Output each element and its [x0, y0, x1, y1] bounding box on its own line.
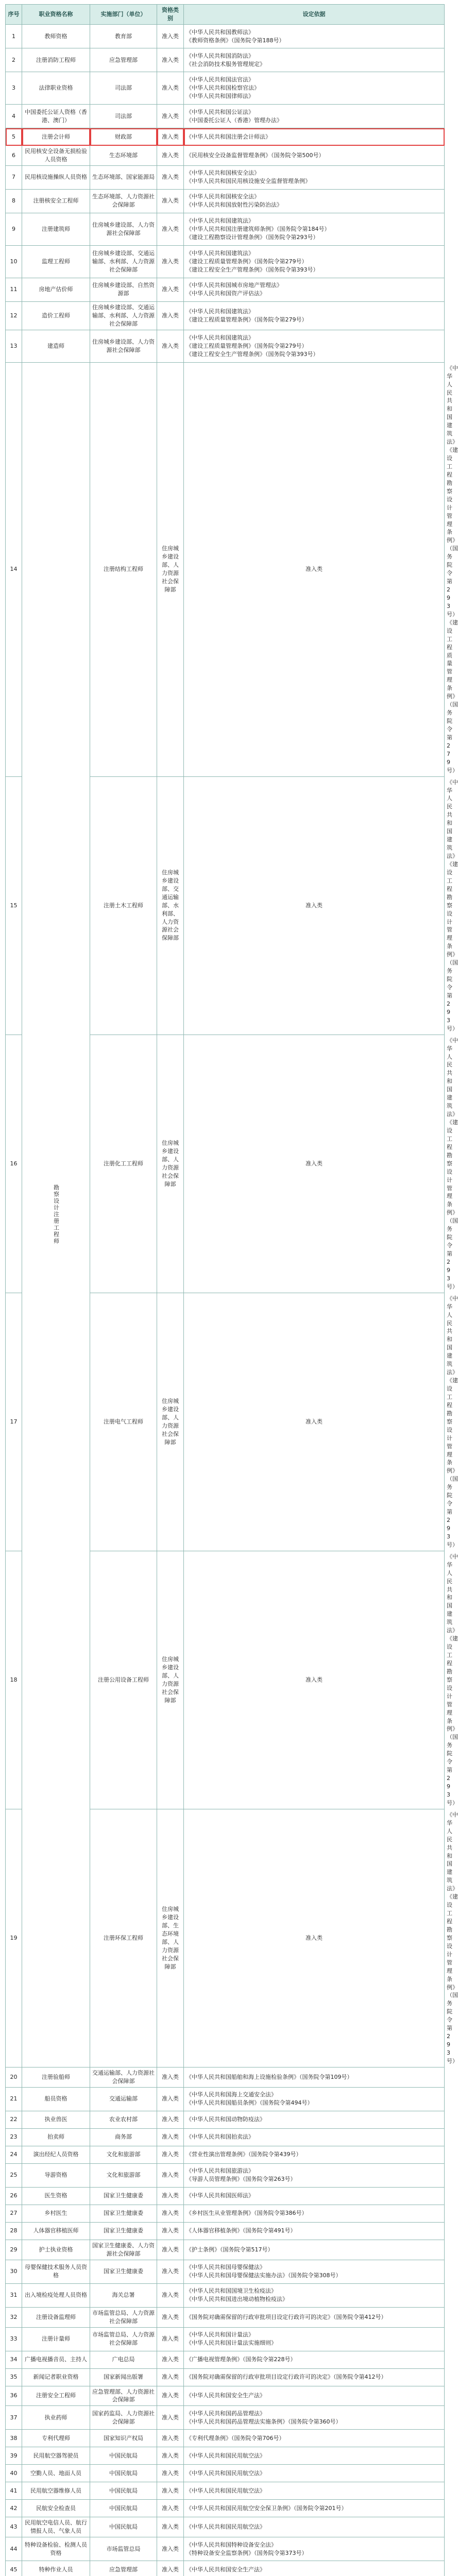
row-number: 7	[6, 165, 22, 189]
implementing-dept: 国家卫生健康委	[90, 2222, 157, 2240]
legal-basis: 《中华人民共和国民用航空法》	[184, 2465, 445, 2482]
qualification-name: 建造师	[22, 330, 90, 362]
row-number: 42	[6, 2500, 22, 2517]
qualification-name: 注册验船师	[22, 2067, 90, 2087]
legal-basis: 《中华人民共和国民用航空法》	[184, 2482, 445, 2500]
legal-basis: 《护士条例》（国务院令第517号）	[184, 2240, 445, 2260]
qualification-class: 准入类	[157, 25, 184, 48]
implementing-dept: 应急管理部	[90, 48, 157, 72]
table-row	[6, 146, 445, 166]
qualification-name: 注册环保工程师	[90, 1809, 157, 2067]
qualification-name: 监理工程师	[22, 245, 90, 278]
legal-basis: 《中华人民共和国动物防疫法》	[184, 2111, 445, 2128]
qualification-class: 准入类	[157, 2260, 184, 2283]
table-row	[6, 2430, 445, 2447]
qualification-name: 民用核安全设备无损检验人员资格	[22, 146, 90, 166]
qualification-class: 准入类	[157, 2111, 184, 2128]
row-number: 9	[6, 213, 22, 245]
table-row	[6, 2537, 445, 2561]
row-number: 37	[6, 2406, 22, 2430]
implementing-dept: 海关总署	[90, 2283, 157, 2307]
header-basis: 设定依据	[184, 5, 445, 25]
qualification-name: 母婴保健技术服务人员资格	[22, 2260, 90, 2283]
table-row	[6, 2307, 445, 2327]
row-number: 21	[6, 2087, 22, 2111]
row-number: 10	[6, 245, 22, 278]
qualification-class: 准入类	[157, 2163, 184, 2187]
implementing-dept: 住房城乡建设部、人力资源社会保障部	[157, 1035, 184, 1293]
row-number: 43	[6, 2517, 22, 2537]
row-number: 44	[6, 2537, 22, 2561]
qualification-class: 准入类	[157, 2386, 184, 2406]
table-row	[6, 278, 445, 301]
implementing-dept: 国家知识产权局	[90, 2430, 157, 2447]
legal-basis: 《中华人民共和国药品管理法》 《中华人民共和国药品管理法实施条例》（国务院令第360号）	[184, 2406, 445, 2430]
row-number: 33	[6, 2327, 22, 2351]
table-row	[6, 2517, 445, 2537]
qualification-name: 专利代理师	[22, 2430, 90, 2447]
table-row	[6, 2351, 445, 2368]
row-number: 13	[6, 330, 22, 362]
table-row	[6, 2406, 445, 2430]
implementing-dept: 文化和旅游部	[90, 2146, 157, 2163]
table-row: 17 注册电气工程师 住房城乡建设部、人力资源社会保障部 准入类 《中华人民共和国建筑法》 《建设工程勘察设计管理条例》（国务院令第293号）	[6, 1293, 445, 1551]
table-row	[6, 301, 445, 330]
legal-basis: 《中华人民共和国教师法》 《教师资格条例》（国务院令第188号）	[184, 25, 445, 48]
qualification-class: 准入类	[184, 1551, 445, 1809]
qualification-name: 广播电视播音员、主持人	[22, 2351, 90, 2368]
table-row	[6, 330, 445, 362]
legal-basis: 《中华人民共和国民用航空法》	[184, 2447, 445, 2465]
row-number: 29	[6, 2240, 22, 2260]
qualification-class: 准入类	[157, 278, 184, 301]
qualification-name: 特种设备检验、检测人员资格	[22, 2537, 90, 2561]
qualification-class: 准入类	[157, 2327, 184, 2351]
legal-basis: 《中华人民共和国船舶和海上设施检验条例》（国务院令第109号）	[184, 2067, 445, 2087]
qualification-name: 法律职业资格	[22, 72, 90, 105]
implementing-dept: 住房城乡建设部、人力资源社会保障部	[157, 362, 184, 776]
implementing-dept: 国家卫生健康委	[90, 2187, 157, 2205]
table-header-row	[6, 5, 445, 25]
implementing-dept: 交通运输部	[90, 2087, 157, 2111]
implementing-dept: 中国民航局	[90, 2482, 157, 2500]
qualification-name: 民航安全检查员	[22, 2500, 90, 2517]
legal-basis: 《中华人民共和国消防法》 《社会消防技术服务管理规定》	[184, 48, 445, 72]
table-row	[6, 2205, 445, 2222]
qualification-name: 船员资格	[22, 2087, 90, 2111]
implementing-dept: 住房城乡建设部、人力资源社会保障部	[90, 330, 157, 362]
row-number: 3	[6, 72, 22, 105]
implementing-dept: 农业农村部	[90, 2111, 157, 2128]
implementing-dept: 住房城乡建设部、交通运输部、水利部、人力资源社会保障部	[90, 245, 157, 278]
implementing-dept: 交通运输部、人力资源社会保障部	[90, 2067, 157, 2087]
qualification-class: 准入类	[157, 128, 184, 146]
table-row: 19 注册环保工程师 住房城乡建设部、生态环境部、人力资源社会保障部 准入类 《中华人民共和国建筑法》 《建设工程勘察设计管理条例》（国务院令第293号）	[6, 1809, 445, 2067]
legal-basis: 《中华人民共和国核安全法》 《中华人民共和国民用核设施安全监督管理条例》	[184, 165, 445, 189]
legal-basis: 《中华人民共和国法官法》 《中华人民共和国检察官法》 《中华人民共和国律师法》	[184, 72, 445, 105]
table-row: 14 勘察设计注册工程师 注册结构工程师 住房城乡建设部、人力资源社会保障部 准入类 《中华人民共和国建筑法》 《建设工程勘察设计管理条例》（国务院令第293号） 《建设工程质量管理条例》（国务院令第279号）	[6, 362, 445, 776]
legal-basis: 《中华人民共和国医师法》	[184, 2187, 445, 2205]
qualification-name: 演出经纪人员资格	[22, 2146, 90, 2163]
implementing-dept: 生态环境部	[90, 146, 157, 166]
qualification-table	[5, 4, 458, 2576]
qualification-class: 准入类	[184, 1809, 445, 2067]
row-number: 27	[6, 2205, 22, 2222]
legal-basis: 《中华人民共和国计量法》 《中华人民共和国计量法实施细则》	[184, 2327, 445, 2351]
legal-basis: 《国务院对确需保留的行政审批项目设定行政许可的决定》（国务院令第412号）	[184, 2368, 445, 2386]
implementing-dept: 商务部	[90, 2128, 157, 2146]
table-row	[6, 128, 445, 146]
implementing-dept: 中国民航局	[90, 2465, 157, 2482]
implementing-dept: 中国民航局	[90, 2500, 157, 2517]
table-row	[6, 2163, 445, 2187]
legal-basis: 《中华人民共和国公证法》 《中国委托公证人（香港）管理办法》	[184, 105, 445, 128]
qualification-class: 准入类	[157, 72, 184, 105]
qualification-class: 准入类	[157, 2517, 184, 2537]
qualification-name: 注册建筑师	[22, 213, 90, 245]
row-number: 1	[6, 25, 22, 48]
qualification-name: 注册土木工程师	[90, 776, 157, 1035]
table-row	[6, 2067, 445, 2087]
qualification-name: 新闻记者职业资格	[22, 2368, 90, 2386]
row-number: 36	[6, 2386, 22, 2406]
table-row: 16 注册化工工程师 住房城乡建设部、人力资源社会保障部 准入类 《中华人民共和国建筑法》 《建设工程勘察设计管理条例》（国务院令第293号）	[6, 1035, 445, 1293]
table-row	[6, 105, 445, 128]
table-row	[6, 2146, 445, 2163]
qualification-name: 注册核安全工程师	[22, 189, 90, 213]
implementing-dept: 住房城乡建设部、交通运输部、水利部、人力资源社会保障部	[157, 776, 184, 1035]
table-row	[6, 2465, 445, 2482]
row-number: 41	[6, 2482, 22, 2500]
row-number: 31	[6, 2283, 22, 2307]
row-number: 35	[6, 2368, 22, 2386]
legal-basis: 《中华人民共和国注册会计师法》	[184, 128, 445, 146]
qualification-name: 中国委托公证人资格（香港、澳门）	[22, 105, 90, 128]
qualification-name: 注册设备监理师	[22, 2307, 90, 2327]
row-number: 32	[6, 2307, 22, 2327]
qualification-name: 拍卖师	[22, 2128, 90, 2146]
legal-basis: 《广播电视管理条例》（国务院令第228号）	[184, 2351, 445, 2368]
qualification-class: 准入类	[157, 330, 184, 362]
row-number: 24	[6, 2146, 22, 2163]
legal-basis: 《中华人民共和国特种设备安全法》 《特种设备安全监察条例》（国务院令第373号）	[184, 2537, 445, 2561]
implementing-dept: 司法部	[90, 105, 157, 128]
row-number: 30	[6, 2260, 22, 2283]
qualification-class: 准入类	[157, 2187, 184, 2205]
table-row	[6, 25, 445, 48]
row-number: 22	[6, 2111, 22, 2128]
implementing-dept: 住房城乡建设部、人力资源社会保障部	[157, 1551, 184, 1809]
header-no: 序号	[6, 5, 22, 25]
row-number: 16	[6, 1035, 22, 1293]
qualification-class: 准入类	[157, 2430, 184, 2447]
implementing-dept: 国家卫生健康委、人力资源社会保障部	[90, 2240, 157, 2260]
legal-basis: 《中华人民共和国城市房地产管理法》 《中华人民共和国资产评估法》	[184, 278, 445, 301]
table-row	[6, 2327, 445, 2351]
implementing-dept: 市场监管总局、人力资源社会保障部	[90, 2307, 157, 2327]
table-row	[6, 189, 445, 213]
legal-basis: 《中华人民共和国安全生产法》	[184, 2386, 445, 2406]
qualification-class: 准入类	[157, 2537, 184, 2561]
row-number: 38	[6, 2430, 22, 2447]
qualification-class: 准入类	[157, 2205, 184, 2222]
table-row: 18 注册公用设备工程师 住房城乡建设部、人力资源社会保障部 准入类 《中华人民共和国建筑法》 《建设工程勘察设计管理条例》（国务院令第293号）	[6, 1551, 445, 1809]
group-label: 勘察设计注册工程师	[22, 362, 90, 2067]
table-row	[6, 2482, 445, 2500]
row-number: 23	[6, 2128, 22, 2146]
row-number: 18	[6, 1551, 22, 1809]
table-row	[6, 2561, 445, 2576]
qualification-name: 注册化工工程师	[90, 1035, 157, 1293]
implementing-dept: 广电总局	[90, 2351, 157, 2368]
implementing-dept: 文化和旅游部	[90, 2163, 157, 2187]
table-row	[6, 2260, 445, 2283]
implementing-dept: 住房城乡建设部、交通运输部、水利部、人力资源社会保障部	[90, 301, 157, 330]
legal-basis: 《中华人民共和国建筑法》 《中华人民共和国注册建筑师条例》（国务院令第184号） 《建设工程勘察设计管理条例》（国务院令第293号）	[184, 213, 445, 245]
qualification-name: 医生资格	[22, 2187, 90, 2205]
qualification-name: 民用航空器驾驶员	[22, 2447, 90, 2465]
qualification-class: 准入类	[157, 2465, 184, 2482]
table-row	[6, 48, 445, 72]
implementing-dept: 国家卫生健康委	[90, 2205, 157, 2222]
legal-basis: 《人体器官移植条例》（国务院令第491号）	[184, 2222, 445, 2240]
qualification-class: 准入类	[157, 213, 184, 245]
qualification-table-sheet	[5, 4, 458, 2576]
legal-basis: 《中华人民共和国民用航空法》	[184, 2517, 445, 2537]
qualification-name: 护士执业资格	[22, 2240, 90, 2260]
legal-basis: 《中华人民共和国拍卖法》	[184, 2128, 445, 2146]
legal-basis: 《中华人民共和国母婴保健法》 《中华人民共和国母婴保健法实施办法》（国务院令第308号）	[184, 2260, 445, 2283]
legal-basis: 《营业性演出管理条例》（国务院令第439号）	[184, 2146, 445, 2163]
qualification-name: 注册结构工程师	[90, 362, 157, 776]
implementing-dept: 教育部	[90, 25, 157, 48]
row-number: 5	[6, 128, 22, 146]
implementing-dept: 生态环境部、国家能源局	[90, 165, 157, 189]
header-name: 职业资格名称	[22, 5, 90, 25]
table-row	[6, 2087, 445, 2111]
qualification-name: 注册电气工程师	[90, 1293, 157, 1551]
qualification-class: 准入类	[157, 2447, 184, 2465]
qualification-class: 准入类	[157, 2222, 184, 2240]
qualification-name: 导游资格	[22, 2163, 90, 2187]
implementing-dept: 住房城乡建设部、自然资源部	[90, 278, 157, 301]
qualification-name: 乡村医生	[22, 2205, 90, 2222]
qualification-name: 注册安全工程师	[22, 2386, 90, 2406]
qualification-name: 注册消防工程师	[22, 48, 90, 72]
qualification-name: 注册会计师	[22, 128, 90, 146]
qualification-class: 准入类	[184, 362, 445, 776]
qualification-class: 准入类	[157, 165, 184, 189]
qualification-class: 准入类	[157, 2500, 184, 2517]
legal-basis: 《中华人民共和国核安全法》 《中华人民共和国放射性污染防治法》	[184, 189, 445, 213]
qualification-name: 教师资格	[22, 25, 90, 48]
row-number: 45	[6, 2561, 22, 2576]
table-row	[6, 2368, 445, 2386]
legal-basis: 《中华人民共和国国境卫生检疫法》 《中华人民共和国进出境动植物检疫法》	[184, 2283, 445, 2307]
qualification-name: 空勤人员、地面人员	[22, 2465, 90, 2482]
qualification-class: 准入类	[184, 1293, 445, 1551]
qualification-class: 准入类	[157, 2351, 184, 2368]
implementing-dept: 生态环境部、人力资源社会保障部	[90, 189, 157, 213]
table-row	[6, 2240, 445, 2260]
qualification-name: 造价工程师	[22, 301, 90, 330]
qualification-name: 注册计量师	[22, 2327, 90, 2351]
qualification-name: 特种作业人员	[22, 2561, 90, 2576]
implementing-dept: 住房城乡建设部、人力资源社会保障部	[90, 213, 157, 245]
row-number: 2	[6, 48, 22, 72]
qualification-class: 准入类	[157, 2128, 184, 2146]
legal-basis: 《中华人民共和国海上交通安全法》 《中华人民共和国船员条例》（国务院令第494号）	[184, 2087, 445, 2111]
header-class: 资格类别	[157, 5, 184, 25]
row-number: 40	[6, 2465, 22, 2482]
table-row	[6, 72, 445, 105]
legal-basis: 《中华人民共和国建筑法》 《建设工程质量管理条例》（国务院令第279号） 《建设工程安全生产管理条例》（国务院令第393号）	[184, 245, 445, 278]
qualification-name: 民用核设施操纵人员资格	[22, 165, 90, 189]
implementing-dept: 财政部	[90, 128, 157, 146]
qualification-name: 出入境检疫处理人员资格	[22, 2283, 90, 2307]
legal-basis: 《国务院对确需保留的行政审批项目设定行政许可的决定》（国务院令第412号）	[184, 2307, 445, 2327]
table-row	[6, 2283, 445, 2307]
qualification-class: 准入类	[157, 2406, 184, 2430]
qualification-class: 准入类	[157, 301, 184, 330]
row-number: 12	[6, 301, 22, 330]
table-row	[6, 245, 445, 278]
row-number: 8	[6, 189, 22, 213]
row-number: 25	[6, 2163, 22, 2187]
row-number: 26	[6, 2187, 22, 2205]
implementing-dept: 市场监管总局、人力资源社会保障部	[90, 2327, 157, 2351]
row-number: 6	[6, 146, 22, 166]
row-number: 15	[6, 776, 22, 1035]
legal-basis: 《乡村医生从业管理条例》（国务院令第386号）	[184, 2205, 445, 2222]
implementing-dept: 住房城乡建设部、人力资源社会保障部	[157, 1293, 184, 1551]
table-row: 15 注册土木工程师 住房城乡建设部、交通运输部、水利部、人力资源社会保障部 准入类 《中华人民共和国建筑法》 《建设工程勘察设计管理条例》（国务院令第293号）	[6, 776, 445, 1035]
qualification-name: 房地产估价师	[22, 278, 90, 301]
qualification-class: 准入类	[157, 245, 184, 278]
legal-basis: 《中华人民共和国民用航空安全保卫条例》（国务院令第201号）	[184, 2500, 445, 2517]
row-number: 20	[6, 2067, 22, 2087]
row-number: 4	[6, 105, 22, 128]
qualification-class: 准入类	[157, 2561, 184, 2576]
row-number: 34	[6, 2351, 22, 2368]
qualification-class: 准入类	[157, 146, 184, 166]
legal-basis: 《中华人民共和国建筑法》 《建设工程质量管理条例》（国务院令第279号） 《建设工程安全生产管理条例》（国务院令第393号）	[184, 330, 445, 362]
implementing-dept: 应急管理部	[90, 2561, 157, 2576]
implementing-dept: 国家药监局、人力资源社会保障部	[90, 2406, 157, 2430]
qualification-class: 准入类	[157, 2146, 184, 2163]
qualification-class: 准入类	[157, 2240, 184, 2260]
legal-basis: 《中华人民共和国建筑法》 《建设工程质量管理条例》（国务院令第279号）	[184, 301, 445, 330]
table-row	[6, 2386, 445, 2406]
qualification-class: 准入类	[157, 48, 184, 72]
qualification-name: 执业药师	[22, 2406, 90, 2430]
implementing-dept: 市场监管总局	[90, 2537, 157, 2561]
table-row	[6, 2187, 445, 2205]
qualification-class: 准入类	[184, 1035, 445, 1293]
table-row	[6, 2111, 445, 2128]
qualification-name: 民用航空电信人员、航行情报人员、气象人员	[22, 2517, 90, 2537]
row-number: 17	[6, 1293, 22, 1551]
implementing-dept: 中国民航局	[90, 2517, 157, 2537]
qualification-name: 执业兽医	[22, 2111, 90, 2128]
qualification-class: 准入类	[157, 2307, 184, 2327]
qualification-name: 注册公用设备工程师	[90, 1551, 157, 1809]
row-number: 19	[6, 1809, 22, 2067]
legal-basis: 《中华人民共和国旅游法》 《导游人员管理条例》（国务院令第263号）	[184, 2163, 445, 2187]
legal-basis: 《专利代理条例》（国务院令第706号）	[184, 2430, 445, 2447]
row-number: 39	[6, 2447, 22, 2465]
qualification-class: 准入类	[157, 2368, 184, 2386]
table-row	[6, 213, 445, 245]
legal-basis: 《民用核安全设备监督管理条例》（国务院令第500号）	[184, 146, 445, 166]
qualification-class: 准入类	[157, 2067, 184, 2087]
row-number: 28	[6, 2222, 22, 2240]
header-dept: 实施部门（单位）	[90, 5, 157, 25]
implementing-dept: 中国民航局	[90, 2447, 157, 2465]
qualification-class: 准入类	[157, 189, 184, 213]
table-row	[6, 2500, 445, 2517]
table-row	[6, 2222, 445, 2240]
implementing-dept: 国家卫生健康委	[90, 2260, 157, 2283]
table-row	[6, 2128, 445, 2146]
qualification-class: 准入类	[157, 2087, 184, 2111]
qualification-name: 人体器官移植医师	[22, 2222, 90, 2240]
qualification-name: 民用航空器维修人员	[22, 2482, 90, 2500]
row-number: 14	[6, 362, 22, 776]
implementing-dept: 应急管理部、人力资源社会保障部	[90, 2386, 157, 2406]
qualification-class: 准入类	[184, 776, 445, 1035]
implementing-dept: 国家新闻出版署	[90, 2368, 157, 2386]
qualification-class: 准入类	[157, 2482, 184, 2500]
qualification-class: 准入类	[157, 2283, 184, 2307]
table-body	[6, 25, 458, 2576]
table-row	[6, 165, 445, 189]
table-row	[6, 2447, 445, 2465]
legal-basis: 《中华人民共和国安全生产法》	[184, 2561, 445, 2576]
implementing-dept: 司法部	[90, 72, 157, 105]
row-number: 11	[6, 278, 22, 301]
qualification-class: 准入类	[157, 105, 184, 128]
implementing-dept: 住房城乡建设部、生态环境部、人力资源社会保障部	[157, 1809, 184, 2067]
